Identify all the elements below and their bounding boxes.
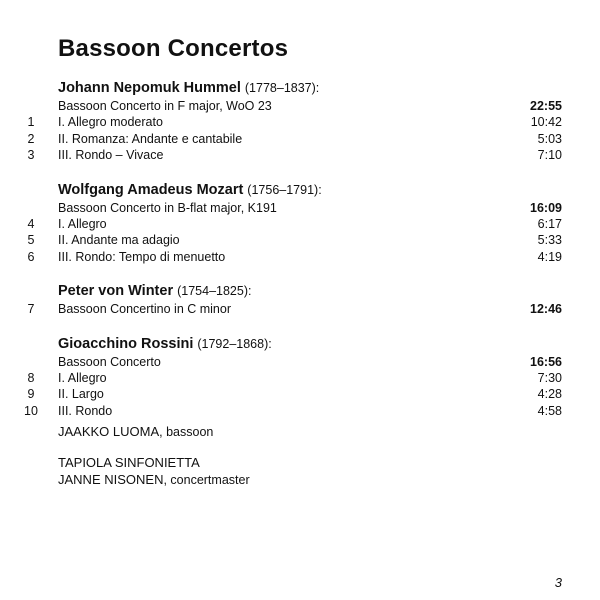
composer-name: Wolfgang Amadeus Mozart — [58, 181, 244, 198]
track-row — [0, 232, 600, 248]
credit-spacer — [58, 440, 250, 455]
work-title: Bassoon Concerto in B-flat major, K191 — [58, 200, 277, 215]
work-title: Bassoon Concertino in C minor — [58, 302, 231, 317]
soloist-role: , bassoon — [159, 425, 214, 439]
track-row — [0, 131, 600, 147]
track-number: 8 — [27, 370, 35, 385]
track-number: 5 — [27, 233, 35, 248]
leader-role: , concertmaster — [163, 472, 250, 487]
work-duration: 16:09 — [530, 200, 562, 215]
composer-name: Gioacchino Rossini — [58, 335, 194, 352]
composer-heading — [0, 281, 600, 301]
track-number: 10 — [24, 403, 38, 418]
page-number: 3 — [554, 575, 562, 590]
track-row — [0, 216, 600, 232]
program-listing — [0, 78, 600, 435]
work-row — [0, 354, 600, 370]
track-row — [0, 249, 600, 265]
track-duration: 7:10 — [537, 148, 562, 163]
track-number: 9 — [27, 387, 35, 402]
track-row — [0, 403, 600, 419]
work-title: Bassoon Concerto — [58, 354, 161, 369]
track-title: I. Allegro — [58, 370, 107, 385]
track-title: II. Romanza: Andante e cantabile — [58, 131, 243, 146]
track-row — [0, 370, 600, 386]
ensemble-credit — [58, 455, 250, 471]
composer-heading — [0, 180, 600, 200]
composer-heading — [0, 334, 600, 354]
track-number: 4 — [27, 216, 35, 231]
page-title: Bassoon Concertos — [58, 35, 289, 62]
track-duration: 4:28 — [537, 387, 562, 402]
performer-credits — [58, 424, 250, 488]
track-number: 3 — [27, 148, 35, 163]
composer-block — [0, 78, 600, 164]
composer-heading — [0, 78, 600, 98]
composer-name: Peter von Winter — [58, 283, 174, 300]
ensemble-name: TAPIOLA SINFONIETTA — [58, 455, 200, 471]
track-number: 1 — [27, 115, 35, 130]
track-number: 6 — [27, 249, 35, 264]
soloist-credit — [58, 424, 250, 440]
work-duration: 16:56 — [530, 354, 562, 369]
work-row — [0, 301, 600, 317]
composer-dates: (1778–1837): — [244, 81, 320, 95]
work-duration: 12:46 — [530, 302, 562, 317]
leader-name: JANNE NISONEN — [58, 471, 164, 487]
composer-dates: (1756–1791): — [247, 182, 322, 197]
track-title: II. Largo — [58, 387, 104, 402]
track-duration: 6:17 — [537, 216, 562, 231]
track-duration: 5:03 — [537, 131, 562, 146]
track-title: III. Rondo – Vivace — [58, 148, 164, 163]
composer-dates: (1792–1868): — [197, 336, 272, 351]
composer-block — [0, 281, 600, 317]
track-title: III. Rondo — [58, 403, 113, 418]
track-number: 2 — [27, 131, 35, 146]
track-duration: 7:30 — [537, 370, 562, 385]
composer-dates: (1754–1825): — [177, 284, 252, 299]
track-title: III. Rondo: Tempo di menuetto — [58, 249, 226, 264]
track-duration: 4:19 — [537, 249, 562, 264]
track-title: I. Allegro moderato — [58, 115, 163, 130]
work-row — [0, 98, 600, 114]
work-duration: 22:55 — [530, 99, 562, 113]
work-row — [0, 200, 600, 216]
track-duration: 5:33 — [537, 233, 562, 248]
work-title: Bassoon Concerto in F major, WoO 23 — [58, 99, 272, 113]
composer-block — [0, 180, 600, 266]
leader-credit — [58, 472, 250, 488]
track-row — [0, 386, 600, 402]
track-title: I. Allegro — [58, 216, 107, 231]
soloist-name: JAAKKO LUOMA — [58, 424, 160, 439]
track-duration: 10:42 — [530, 115, 562, 130]
track-row — [0, 114, 600, 130]
composer-block — [0, 334, 600, 420]
track-duration: 4:58 — [537, 403, 562, 418]
track-number: 7 — [27, 302, 35, 317]
track-title: II. Andante ma adagio — [58, 233, 180, 248]
composer-name: Johann Nepomuk Hummel — [58, 80, 241, 96]
track-row — [0, 147, 600, 163]
